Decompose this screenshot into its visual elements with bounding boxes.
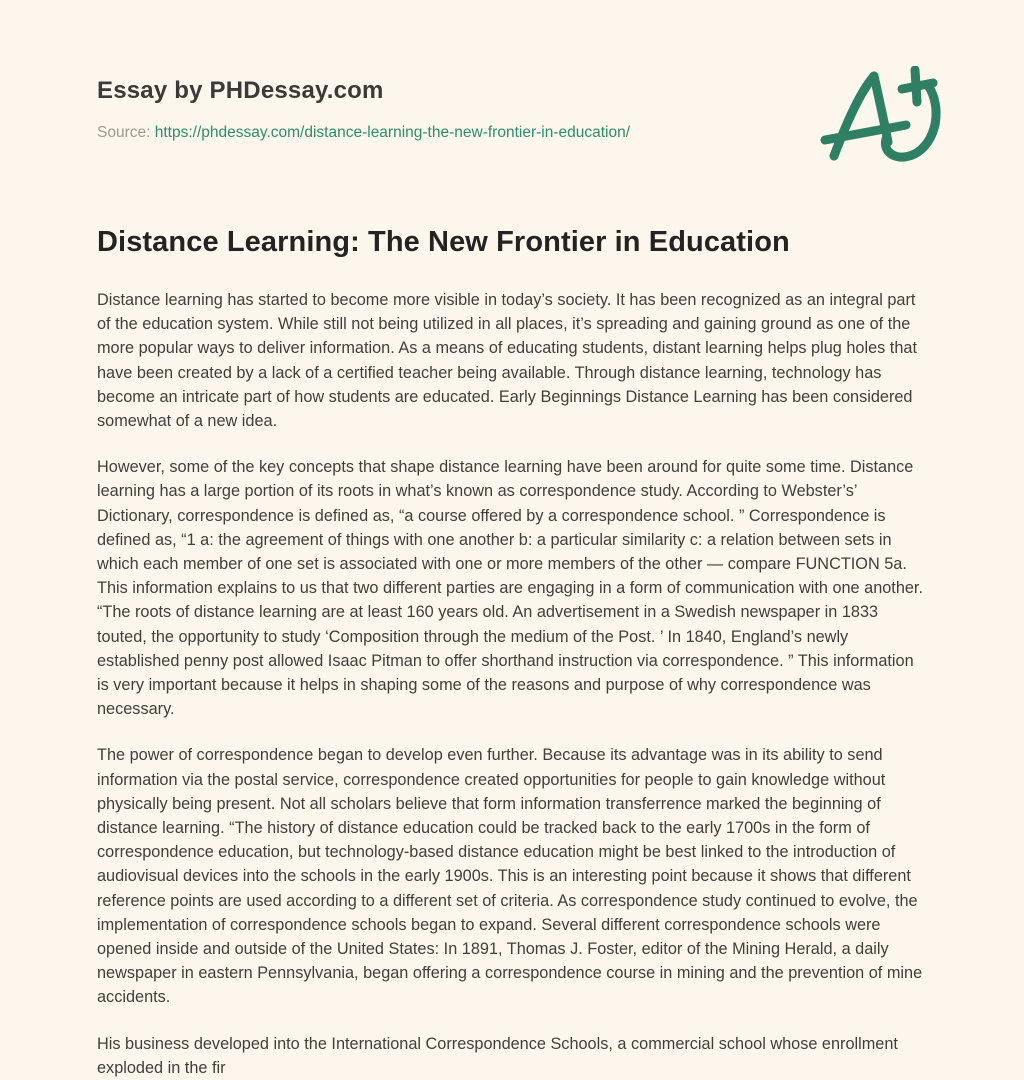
source-label: Source: bbox=[97, 124, 151, 141]
paragraph-3: The power of correspondence began to develop even further. Because its advantage was in its ability to send information via the postal service, correspondence created opportunities for people to gain knowledge without physically being present. Not all scholars believe that form information transferrence marked the beginning of distance learning. “The history of distance education could be tracked back to the early 1700s in the form of correspondence education, but technology-based distance education might be best linked to the introduction of audiovisual devices into the schools in the early 1900s. This is an interesting point because it shows that different reference points are used according to a different set of criteria. As correspondence study continued to evolve, the implementation of correspondence schools began to expand. Several different correspondence schools were opened inside and outside of the United States: In 1891, Thomas J. Foster, editor of the Mining Herald, a daily newspaper in eastern Pennsylvania, began offering a correspondence course in mining and the prevention of mine accidents. bbox=[97, 746, 923, 1007]
byline: Essay by PHDessay.com bbox=[97, 77, 384, 104]
article-title: Distance Learning: The New Frontier in Education bbox=[97, 226, 790, 258]
source-url-link[interactable]: https://phdessay.com/distance-learning-the-new-frontier-in-education/ bbox=[154, 124, 631, 141]
article-body bbox=[97, 288, 927, 1080]
phdessay-a-plus-logo-icon bbox=[820, 66, 942, 166]
paragraph-2: However, some of the key concepts that shape distance learning have been around for quite some time. Distance learning has a large portion of its roots in what’s known as correspondence study. According to Webster’s’ Dictionary, correspondence is defined as, “a course offered by a correspondence school. ” Correspondence is defined as, “1 a: the agreement of things with one another b: a particular similarity c: a relation between sets in which each member of one set is associated with one or more members of the other — compare FUNCTION 5a. This information explains to us that two different parties are engaging in a form of communication with one another. “The roots of distance learning are at least 160 years old. An advertisement in a Swedish newspaper in 1833 touted, the opportunity to study ‘Composition through the medium of the Post. ’ In 1840, England’s newly established penny post allowed Isaac Pitman to offer shorthand instruction via correspondence. ” This information is very important because it helps in shaping some of the reasons and purpose of why correspondence was necessary. bbox=[97, 458, 923, 719]
source-line bbox=[97, 123, 927, 143]
paragraph-4: His business developed into the International Correspondence Schools, a commercial school whose enrollment exploded in the fir bbox=[97, 1034, 898, 1077]
paragraph-1: Distance learning has started to become more visible in today’s society. It has been recognized as an integral part of the education system. While still not being utilized in all places, it’s spreading and gaining ground as one of the more popular ways to deliver information. As a means of educating students, distant learning helps plug holes that have been created by a lack of a certified teacher being available. Through distance learning, technology has become an intricate part of how students are educated. Early Beginnings Distance Learning has been considered somewhat of a new idea. bbox=[97, 291, 917, 431]
